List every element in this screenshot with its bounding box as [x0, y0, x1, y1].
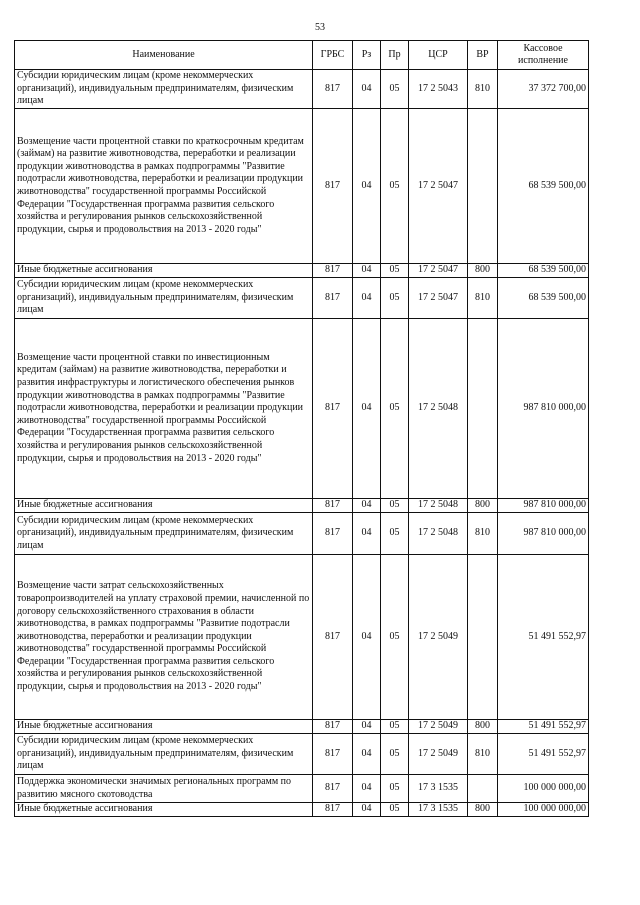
row-amount: 100 000 000,00 — [498, 803, 589, 817]
row-grbs: 817 — [313, 499, 353, 513]
row-grbs: 817 — [313, 555, 353, 720]
table-row — [15, 70, 589, 109]
table-row — [15, 499, 589, 513]
row-pr: 05 — [381, 264, 409, 278]
row-grbs: 817 — [313, 775, 353, 803]
row-grbs: 817 — [313, 109, 353, 264]
row-grbs: 817 — [313, 264, 353, 278]
row-pr: 05 — [381, 513, 409, 555]
row-grbs: 817 — [313, 734, 353, 775]
table-row — [15, 513, 589, 555]
row-amount: 51 491 552,97 — [498, 720, 589, 734]
row-rz: 04 — [353, 109, 381, 264]
row-vr: 800 — [468, 264, 498, 278]
row-csr: 17 2 5047 — [409, 264, 468, 278]
header-vr: ВР — [468, 41, 498, 70]
row-vr — [468, 555, 498, 720]
table-row — [15, 803, 589, 817]
table-row — [15, 720, 589, 734]
row-pr: 05 — [381, 499, 409, 513]
row-vr — [468, 775, 498, 803]
row-amount: 51 491 552,97 — [498, 734, 589, 775]
row-rz: 04 — [353, 319, 381, 499]
row-amount: 51 491 552,97 — [498, 555, 589, 720]
table-row — [15, 775, 589, 803]
row-rz: 04 — [353, 499, 381, 513]
row-rz: 04 — [353, 734, 381, 775]
row-name: Возмещение части затрат сельскохозяйственных товаропроизводителей на уплату страховой премии, начисленной по договору сельскохозяйственного страхования в области животноводства, в рамках подпрограммы "Развитие подотрасли животноводства, переработки и реализации продукции животноводства" государственной программы Российской Федерации "Государственная программа развития сельского хозяйства и регулирования рынков сельскохозяйственной продукции, сырья и продовольствия на 2013 - 2020 годы" — [15, 555, 313, 720]
row-rz: 04 — [353, 264, 381, 278]
row-rz: 04 — [353, 803, 381, 817]
row-name: Субсидии юридическим лицам (кроме некоммерческих организаций), индивидуальным предпринимателям, физическим лицам — [15, 70, 313, 109]
table-row — [15, 555, 589, 720]
row-amount: 37 372 700,00 — [498, 70, 589, 109]
row-csr: 17 2 5048 — [409, 513, 468, 555]
table-row — [15, 278, 589, 319]
row-amount: 68 539 500,00 — [498, 109, 589, 264]
header-grbs: ГРБС — [313, 41, 353, 70]
row-name: Субсидии юридическим лицам (кроме некоммерческих организаций), индивидуальным предпринимателям, физическим лицам — [15, 513, 313, 555]
row-vr: 800 — [468, 720, 498, 734]
row-amount: 987 810 000,00 — [498, 513, 589, 555]
row-vr: 810 — [468, 734, 498, 775]
page-number: 53 — [315, 22, 325, 33]
row-pr: 05 — [381, 775, 409, 803]
row-pr: 05 — [381, 734, 409, 775]
row-name: Иные бюджетные ассигнования — [15, 264, 313, 278]
table-row — [15, 319, 589, 499]
row-pr: 05 — [381, 720, 409, 734]
row-name: Возмещение части процентной ставки по инвестиционным кредитам (займам) на развитие животноводства, переработки и развития инфраструктуры и логистического обеспечения рынков продукции животноводства в рамках подпрограммы "Развитие подотрасли животноводства, переработки и реализации продукции животноводства" государственной программы Российской Федерации "Государственная программа развития сельского хозяйства и регулирования рынков сельскохозяйственной продукции, сырья и продовольствия на 2013 - 2020 годы" — [15, 319, 313, 499]
budget-table — [14, 40, 589, 817]
header-csr: ЦСР — [409, 41, 468, 70]
row-pr: 05 — [381, 803, 409, 817]
row-rz: 04 — [353, 775, 381, 803]
row-rz: 04 — [353, 70, 381, 109]
row-csr: 17 2 5047 — [409, 278, 468, 319]
row-grbs: 817 — [313, 720, 353, 734]
row-name: Иные бюджетные ассигнования — [15, 803, 313, 817]
row-csr: 17 2 5049 — [409, 555, 468, 720]
row-pr: 05 — [381, 555, 409, 720]
row-rz: 04 — [353, 278, 381, 319]
row-name: Поддержка экономически значимых региональных программ по развитию мясного скотоводства — [15, 775, 313, 803]
row-csr: 17 2 5048 — [409, 319, 468, 499]
row-amount: 987 810 000,00 — [498, 499, 589, 513]
row-pr: 05 — [381, 319, 409, 499]
row-amount: 68 539 500,00 — [498, 264, 589, 278]
row-name: Субсидии юридическим лицам (кроме некоммерческих организаций), индивидуальным предпринимателям, физическим лицам — [15, 278, 313, 319]
row-grbs: 817 — [313, 319, 353, 499]
header-amount: Кассовое исполнение — [498, 41, 589, 70]
row-vr: 810 — [468, 70, 498, 109]
row-csr: 17 2 5049 — [409, 734, 468, 775]
row-vr: 810 — [468, 513, 498, 555]
row-grbs: 817 — [313, 803, 353, 817]
row-pr: 05 — [381, 70, 409, 109]
row-name: Субсидии юридическим лицам (кроме некоммерческих организаций), индивидуальным предпринимателям, физическим лицам — [15, 734, 313, 775]
row-csr: 17 3 1535 — [409, 775, 468, 803]
row-csr: 17 2 5048 — [409, 499, 468, 513]
row-vr: 800 — [468, 803, 498, 817]
row-csr: 17 2 5043 — [409, 70, 468, 109]
row-vr — [468, 319, 498, 499]
header-rz: Рз — [353, 41, 381, 70]
row-csr: 17 3 1535 — [409, 803, 468, 817]
row-vr — [468, 109, 498, 264]
header-row — [15, 41, 589, 70]
row-rz: 04 — [353, 720, 381, 734]
row-pr: 05 — [381, 278, 409, 319]
row-name: Иные бюджетные ассигнования — [15, 720, 313, 734]
table-row — [15, 734, 589, 775]
row-grbs: 817 — [313, 70, 353, 109]
row-grbs: 817 — [313, 513, 353, 555]
table-row — [15, 109, 589, 264]
row-csr: 17 2 5049 — [409, 720, 468, 734]
row-name: Возмещение части процентной ставки по краткосрочным кредитам (займам) на развитие животноводства, переработки и реализации продукции животноводства в рамках подпрограммы "Развитие подотрасли животноводства, переработки и реализации продукции животноводства" государственной программы Российской Федерации "Государственная программа развития сельского хозяйства и регулирования рынков сельскохозяйственной продукции, сырья и продовольствия на 2013 - 2020 годы" — [15, 109, 313, 264]
row-grbs: 817 — [313, 278, 353, 319]
header-pr: Пр — [381, 41, 409, 70]
row-pr: 05 — [381, 109, 409, 264]
row-name: Иные бюджетные ассигнования — [15, 499, 313, 513]
row-amount: 100 000 000,00 — [498, 775, 589, 803]
row-rz: 04 — [353, 513, 381, 555]
header-name: Наименование — [15, 41, 313, 70]
row-vr: 800 — [468, 499, 498, 513]
row-amount: 68 539 500,00 — [498, 278, 589, 319]
row-amount: 987 810 000,00 — [498, 319, 589, 499]
row-csr: 17 2 5047 — [409, 109, 468, 264]
row-rz: 04 — [353, 555, 381, 720]
table-row — [15, 264, 589, 278]
row-vr: 810 — [468, 278, 498, 319]
